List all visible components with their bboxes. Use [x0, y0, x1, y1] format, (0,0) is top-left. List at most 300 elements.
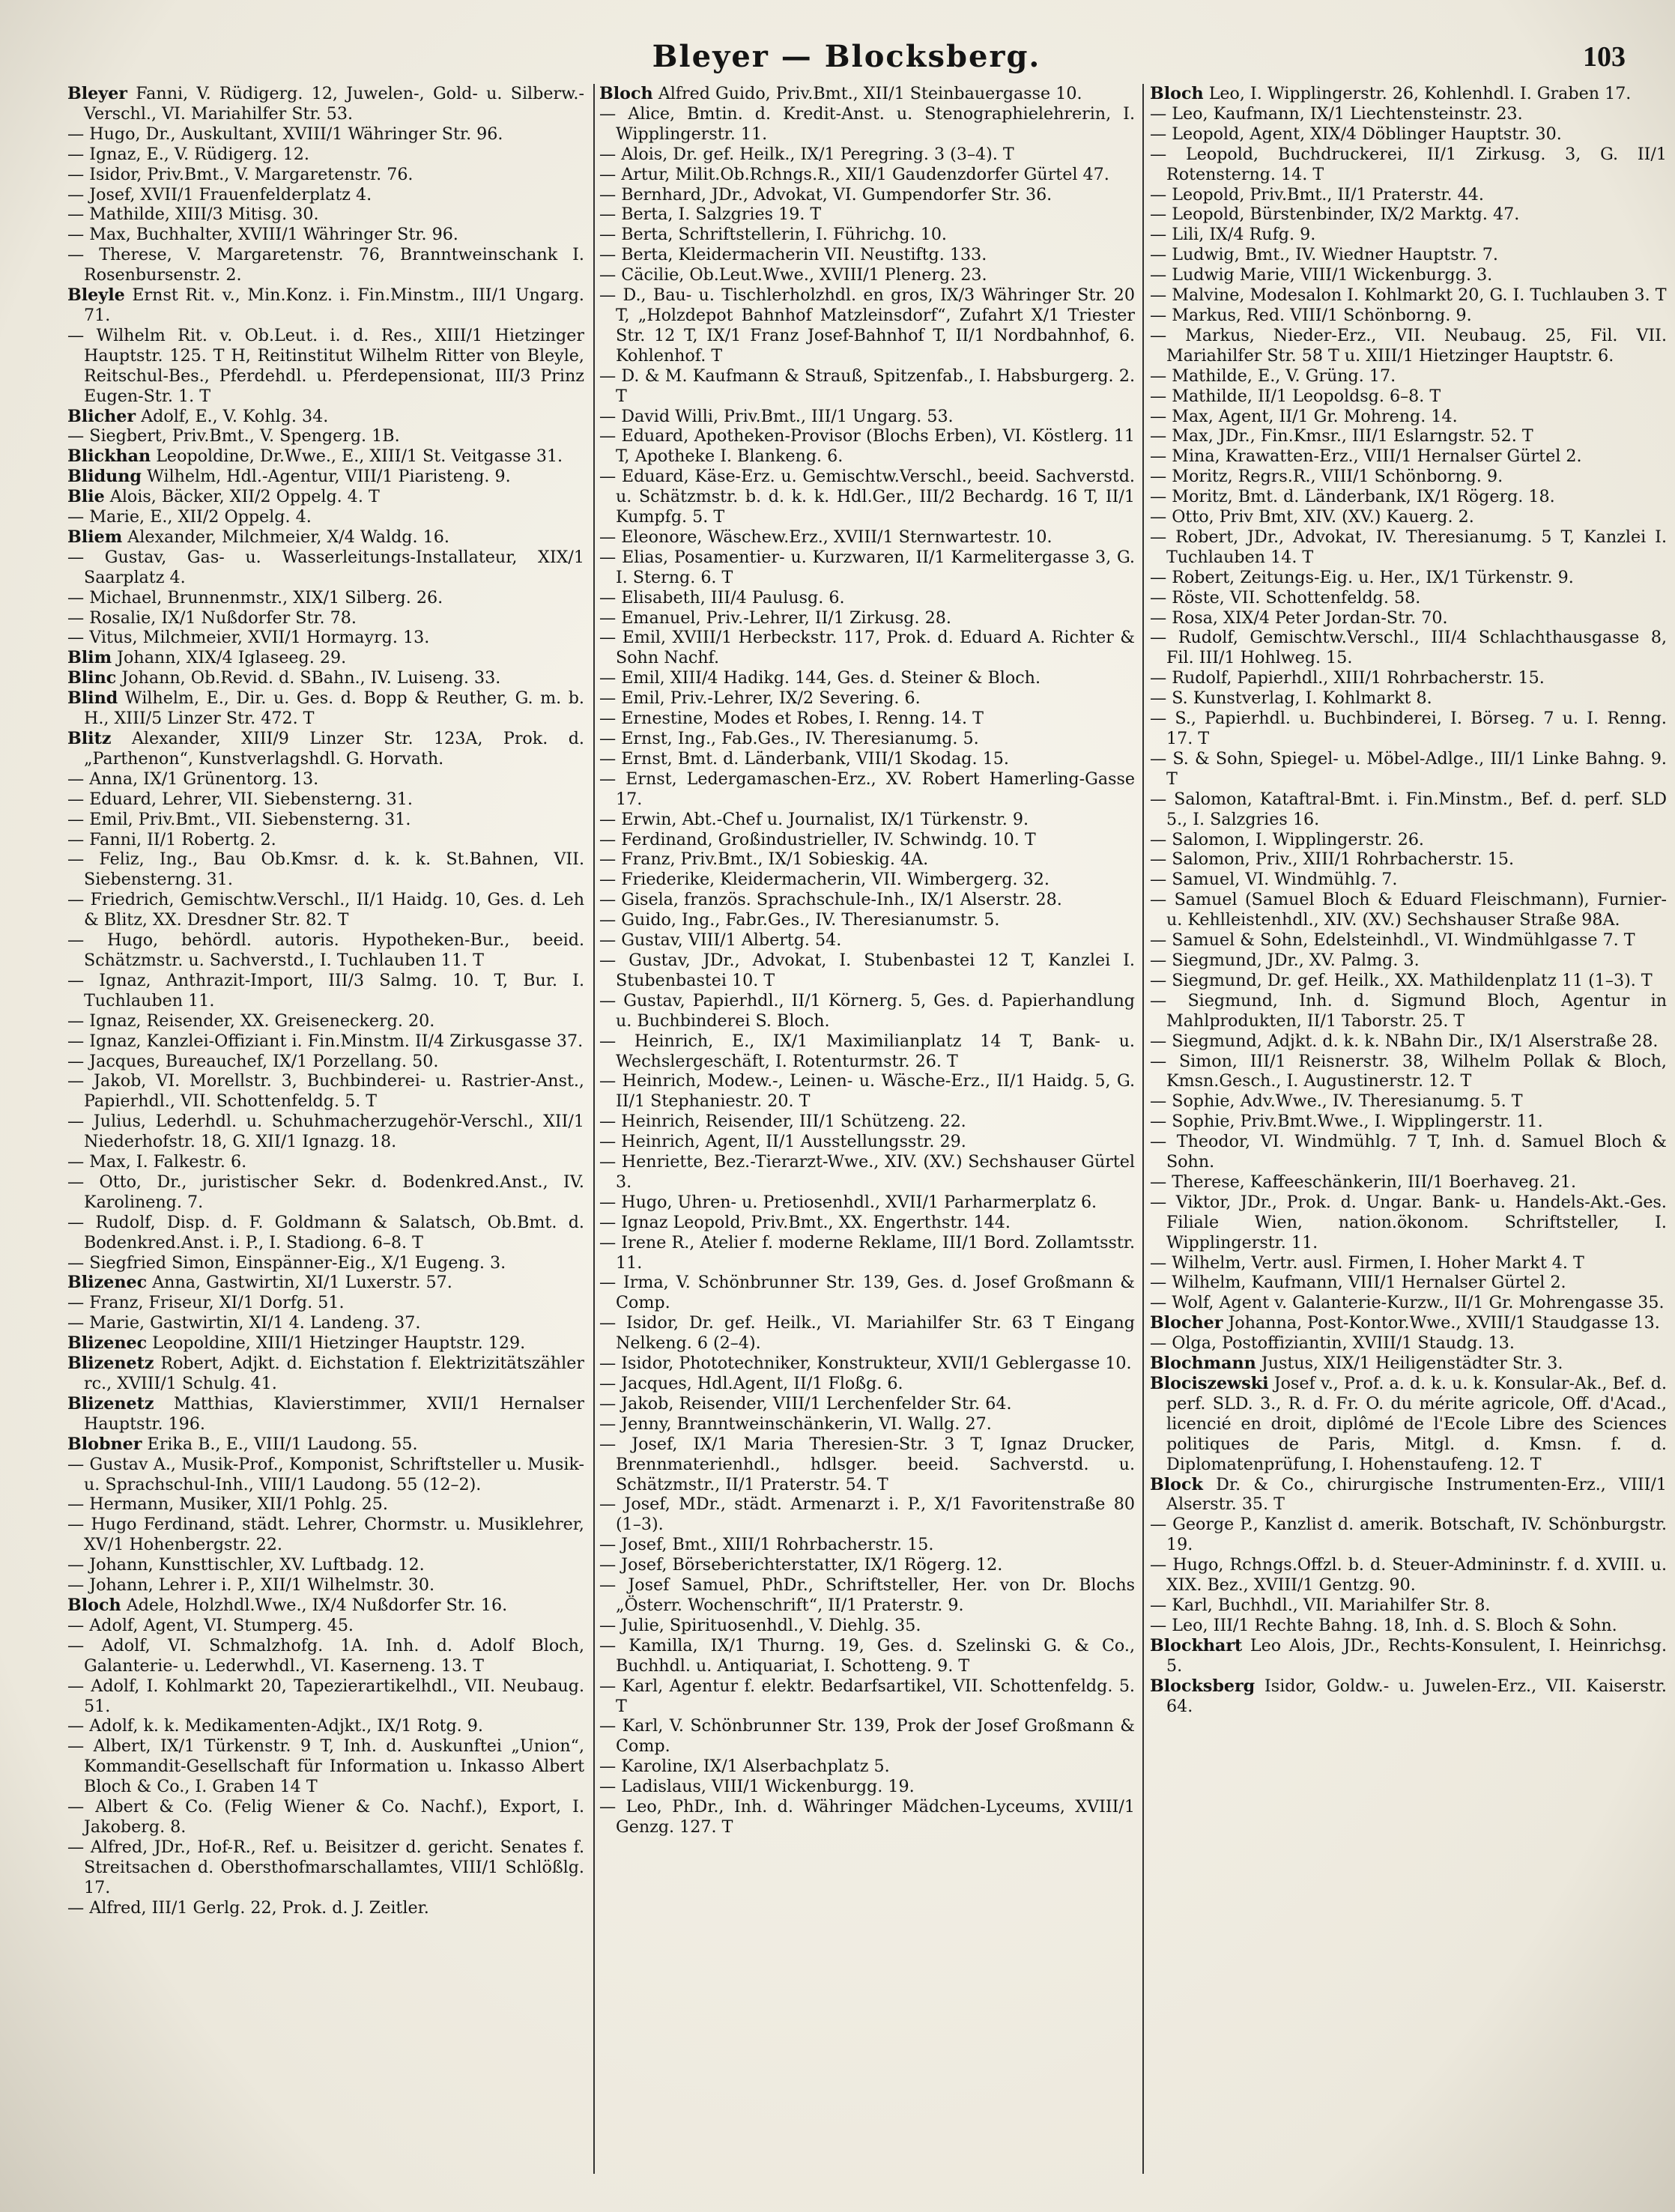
entry-text: — Adolf, k. k. Medikamenten-Adjkt., IX/1 Rotg. 9. [67, 1716, 483, 1736]
directory-entry [599, 1193, 1135, 1213]
entry-text: — Josef Samuel, PhDr., Schriftsteller, Her. von Dr. Blochs „Österr. Wochenschrift“, II/1 Praterstr. 9. [599, 1575, 1135, 1615]
entry-text: — Berta, Kleidermacherin VII. Neustiftg. 133. [599, 245, 987, 265]
entry-text: — Leopold, Agent, XIX/4 Döblinger Hauptstr. 30. [1150, 124, 1562, 144]
directory-entry [599, 709, 1135, 729]
entry-text: Alfred Guido, Priv.Bmt., XII/1 Steinbauergasse 10. [658, 84, 1082, 103]
directory-entry [599, 1313, 1135, 1354]
entry-text: — Wilhelm Rit. v. Ob.Leut. i. d. Res., XIII/1 Hietzinger Hauptstr. 125. T H, Reitinstitut Wilhelm Ritter von Bleyle, Reitschul-Bes., Pferdehdl. u. Pferdepensionat, III/3 Prinz Eugen-Str. 1. T [67, 325, 584, 406]
directory-entry [1150, 930, 1667, 951]
directory-entry [67, 1112, 584, 1152]
directory-entry [1150, 971, 1667, 991]
entry-text: — Adolf, VI. Schmalzhofg. 1A. Inh. d. Adolf Bloch, Galanterie- u. Lederwhdl., VI. Kaserneng. 13. T [67, 1635, 584, 1676]
directory-entry [67, 588, 584, 608]
directory-entry [67, 810, 584, 830]
entry-text: — Max, Buchhalter, XVIII/1 Währinger Str. 96. [67, 225, 458, 245]
entry-text: Robert, Adjkt. d. Eichstation f. Elektrizitätszähler rc., XVIII/1 Schulg. 41. [84, 1354, 584, 1393]
entry-text: Justus, XIX/1 Heiligenstädter Str. 3. [1261, 1354, 1563, 1374]
directory-entry [67, 326, 584, 407]
entry-text: Anna, Gastwirtin, XI/1 Luxerstr. 57. [152, 1273, 452, 1293]
entry-text: — Berta, Schriftstellerin, I. Führichg. 10. [599, 225, 947, 245]
directory-entry [599, 749, 1135, 769]
entry-text: — Moritz, Regrs.R., VIII/1 Schönborng. 9. [1150, 467, 1503, 487]
directory-entry [1150, 306, 1667, 326]
directory-entry [67, 1293, 584, 1313]
directory-entry [1150, 1112, 1667, 1132]
directory-entry [599, 285, 1135, 366]
entry-text: — Sophie, Adv.Wwe., IV. Theresianumg. 5. T [1150, 1091, 1523, 1112]
entry-text: — Jacques, Hdl.Agent, II/1 Floßg. 6. [599, 1374, 903, 1393]
entry-text: — Ernestine, Modes et Robes, I. Renng. 14. T [599, 709, 984, 729]
entry-text: — Hugo Ferdinand, städt. Lehrer, Chormstr. u. Musiklehrer, XV/1 Hohenbergstr. 22. [67, 1515, 584, 1555]
entry-text: — Ignaz, Anthrazit-Import, III/3 Salmg. 10. T, Bur. I. Tuchlauben 11. [67, 970, 584, 1010]
entry-text: Leo Alois, JDr., Rechts-Konsulent, I. Heinrichsg. 5. [1166, 1635, 1667, 1676]
directory-entry [1150, 1333, 1667, 1354]
directory-entry [599, 830, 1135, 850]
directory-entry [67, 849, 584, 890]
entry-surname: Blizenetz [67, 1393, 154, 1413]
directory-entry [67, 527, 584, 548]
entry-text: — Mina, Krawatten-Erz., VIII/1 Hernalser Gürtel 2. [1150, 446, 1582, 467]
entry-text: — Heinrich, Reisender, III/1 Schützeng. 22. [599, 1112, 966, 1132]
entry-text: — Salomon, I. Wipplingerstr. 26. [1150, 829, 1424, 849]
directory-entry [67, 165, 584, 185]
entry-text: — Rosa, XIX/4 Peter Jordan-Str. 70. [1150, 607, 1448, 628]
directory-entry [67, 204, 584, 225]
directory-entry [67, 467, 584, 487]
entry-text: — Hugo, Dr., Auskultant, XVIII/1 Währinger Str. 96. [67, 124, 503, 144]
entry-text: — Bernhard, JDr., Advokat, VI. Gumpendorfer Str. 36. [599, 184, 1052, 204]
directory-entry [1150, 426, 1667, 446]
entry-text: — Mathilde, II/1 Leopoldsg. 6–8. T [1150, 386, 1441, 406]
directory-entry [1150, 185, 1667, 205]
entry-text: — Hugo, behördl. autoris. Hypotheken-Bur., beeid. Schätzmstr. u. Sachverstd., I. Tuchlauben 11. T [67, 930, 584, 970]
directory-entry [67, 245, 584, 285]
entry-text: — Wilhelm, Vertr. ausl. Firmen, I. Hoher Markt 4. T [1150, 1252, 1584, 1273]
entry-text: — Heinrich, E., IX/1 Maximilianplatz 14 T, Bank- u. Wechslergeschäft, I. Rotenturmstr. 26. T [599, 1031, 1135, 1071]
directory-entry [1150, 1515, 1667, 1555]
entry-surname: Blie [67, 487, 105, 507]
directory-entry [67, 1676, 584, 1717]
entry-text: Adele, Holzhdl.Wwe., IX/4 Nußdorfer Str. 16. [126, 1595, 508, 1615]
entry-text: — S. & Sohn, Spiegel- u. Möbel-Adlge., III/1 Linke Bahng. 9. T [1150, 748, 1667, 789]
directory-column-1 [67, 84, 584, 2181]
entry-text: — Alice, Bmtin. d. Kredit-Anst. u. Stenographielehrerin, I. Wipplingerstr. 11. [599, 103, 1135, 144]
entry-surname: Blizenetz [67, 1354, 154, 1374]
directory-entry [599, 1575, 1135, 1616]
entry-text: — Mathilde, E., V. Grüng. 17. [1150, 366, 1396, 386]
entry-text: — Friederike, Kleidermacherin, VII. Wimbergerg. 32. [599, 870, 1049, 890]
directory-entry [599, 527, 1135, 548]
entry-text: — Ignaz, Reisender, XX. Greiseneckerg. 20. [67, 1010, 435, 1031]
directory-entry [1150, 225, 1667, 245]
directory-entry [599, 588, 1135, 608]
directory-entry [67, 729, 584, 769]
directory-entry [1150, 790, 1667, 830]
directory-entry [599, 225, 1135, 245]
directory-entry [67, 185, 584, 205]
directory-entry [1150, 588, 1667, 608]
directory-entry [599, 1555, 1135, 1575]
directory-entry [599, 991, 1135, 1031]
directory-entry [67, 1455, 584, 1495]
entry-text: — Karoline, IX/1 Alserbachplatz 5. [599, 1757, 890, 1777]
directory-entry [599, 265, 1135, 285]
entry-text: — Max, Agent, II/1 Gr. Mohreng. 14. [1150, 406, 1458, 426]
entry-text: — Alois, Dr. gef. Heilk., IX/1 Peregring. 3 (3–4). T [599, 144, 1014, 164]
directory-entry [1150, 446, 1667, 467]
directory-entry [599, 185, 1135, 205]
directory-entry [67, 1898, 584, 1918]
entry-text: — Otto, Priv Bmt, XIV. (XV.) Kauerg. 2. [1150, 507, 1474, 527]
entry-text: — Ferdinand, Großindustrieller, IV. Schwindg. 10. T [599, 829, 1036, 849]
entry-surname: Blim [67, 648, 112, 668]
entry-text: — Rosalie, IX/1 Nußdorfer Str. 78. [67, 607, 357, 628]
entry-surname: Blicher [67, 406, 136, 426]
entry-text: — Anna, IX/1 Grünentorg. 13. [67, 769, 319, 789]
directory-entry [67, 1052, 584, 1072]
entry-text: — Max, JDr., Fin.Kmsr., III/1 Eslarngstr. 52. T [1150, 426, 1533, 446]
directory-entry [599, 1757, 1135, 1777]
directory-entry [67, 446, 584, 467]
directory-entry [1150, 568, 1667, 588]
entry-text: — Ludwig Marie, VIII/1 Wickenburgg. 3. [1150, 265, 1493, 285]
directory-entry [599, 810, 1135, 830]
entry-text: — Ernst, Bmt. d. Länderbank, VIII/1 Skodag. 15. [599, 748, 1009, 769]
entry-text: — Artur, Milit.Ob.Rchngs.R., XII/1 Gaudenzdorfer Gürtel 47. [599, 164, 1109, 184]
directory-entry [1150, 487, 1667, 507]
directory-entry [1150, 749, 1667, 790]
entry-text: Fanni, V. Rüdigerg. 12, Juwelen-, Gold- u. Silberw.-Verschl., VI. Mariahilfer Str. 53. [84, 84, 584, 124]
entry-text: — Ignaz, E., V. Rüdigerg. 12. [67, 144, 309, 164]
entry-text: — Michael, Brunnenmstr., XIX/1 Silberg. 26. [67, 587, 443, 607]
entry-surname: Bleyle [67, 285, 125, 306]
entry-text: — S., Papierhdl. u. Buchbinderei, I. Börseg. 7 u. I. Renng. 17. T [1150, 709, 1667, 748]
entry-surname: Blickhan [67, 446, 151, 467]
directory-entry [67, 1616, 584, 1636]
directory-entry [1150, 991, 1667, 1031]
entry-text: — Wilhelm, Kaufmann, VIII/1 Hernalser Gürtel 2. [1150, 1273, 1566, 1293]
directory-entry [67, 1716, 584, 1736]
directory-entry [1150, 387, 1667, 407]
entry-text: — Gustav, JDr., Advokat, I. Stubenbastei 12 T, Kanzlei I. Stubenbastei 10. T [599, 950, 1135, 990]
entry-text: — Leopold, Priv.Bmt., II/1 Praterstr. 44. [1150, 184, 1484, 204]
directory-entry [1150, 1636, 1667, 1676]
directory-entry [1150, 245, 1667, 265]
entry-text: Dr. & Co., chirurgische Instrumenten-Erz., VIII/1 Alserstr. 35. T [1166, 1474, 1667, 1515]
entry-text: — Marie, Gastwirtin, XI/1 4. Landeng. 37. [67, 1313, 421, 1333]
directory-entry [67, 971, 584, 1011]
directory-entry [1150, 1091, 1667, 1112]
directory-entry [599, 1414, 1135, 1434]
entry-text: — Josef, Bmt., XIII/1 Rohrbacherstr. 15. [599, 1535, 934, 1555]
directory-entry [599, 145, 1135, 165]
directory-entry [599, 849, 1135, 870]
directory-entry [67, 145, 584, 165]
entry-text: — Samuel & Sohn, Edelsteinhdl., VI. Windmühlgasse 7. T [1150, 930, 1635, 951]
directory-entry [1150, 124, 1667, 145]
entry-surname: Blockhart [1150, 1635, 1243, 1655]
directory-entry [599, 688, 1135, 709]
directory-entry [599, 407, 1135, 427]
entry-text: — Samuel, VI. Windmühlg. 7. [1150, 870, 1398, 890]
directory-entry [599, 1797, 1135, 1837]
entry-text: — Hugo, Rchngs.Offzl. b. d. Steuer-Admininstr. f. d. XVIII. u. XIX. Bez., XVIII/1 Gentzg. 90. [1150, 1555, 1667, 1596]
directory-entry [599, 1494, 1135, 1535]
entry-text: Erika B., E., VIII/1 Laudong. 55. [147, 1434, 418, 1454]
directory-entry [67, 668, 584, 688]
entry-text: — Alfred, III/1 Gerlg. 22, Prok. d. J. Zeitler. [67, 1897, 429, 1918]
entry-text: Wilhelm, E., Dir. u. Ges. d. Bopp & Reuther, G. m. b. H., XIII/5 Linzer Str. 472. T [84, 688, 584, 729]
directory-entry [67, 1333, 584, 1354]
directory-entry [67, 84, 584, 124]
entry-text: — Rudolf, Gemischtw.Verschl., III/4 Schlachthausgasse 8, Fil. III/1 Hohlweg. 15. [1150, 628, 1667, 668]
entry-text: — Markus, Red. VIII/1 Schönborng. 9. [1150, 305, 1472, 325]
directory-entry [1150, 1273, 1667, 1293]
entry-text: — Erwin, Abt.-Chef u. Journalist, IX/1 Türkenstr. 9. [599, 809, 1029, 829]
entry-text: — Gisela, französ. Sprachschule-Inh., IX/1 Alserstr. 28. [599, 890, 1062, 910]
directory-entry [1150, 608, 1667, 628]
entry-surname: Bliem [67, 527, 123, 547]
directory-entry [67, 1596, 584, 1616]
entry-text: — Mathilde, XIII/3 Mitisg. 30. [67, 204, 319, 225]
entry-text: — Therese, V. Margaretenstr. 76, Branntweinschank I. Rosenbursenstr. 2. [67, 245, 584, 285]
entry-text: — Isidor, Phototechniker, Konstrukteur, XVII/1 Geblergasse 10. [599, 1354, 1132, 1374]
directory-entry [1150, 1475, 1667, 1515]
entry-text: — Ludwig, Bmt., IV. Wiedner Hauptstr. 7. [1150, 245, 1498, 265]
directory-entry [599, 1616, 1135, 1636]
entry-text: — Salomon, Priv., XIII/1 Rohrbacherstr. 15. [1150, 849, 1515, 870]
entry-text: — Otto, Dr., juristischer Sekr. d. Bodenkred.Anst., IV. Karolineng. 7. [67, 1172, 584, 1212]
directory-entry [1150, 326, 1667, 366]
directory-entry [1150, 204, 1667, 225]
directory-entry [67, 1736, 584, 1797]
directory-entry [67, 1394, 584, 1434]
entry-text: — Irma, V. Schönbrunner Str. 139, Ges. d. Josef Großmann & Comp. [599, 1273, 1135, 1313]
entry-text: Josef v., Prof. a. d. k. u. k. Konsular-Ak., Bef. d. perf. SLD. 3., R. d. Fr. O. du mérite agricole, Off. d'Acad., licencié en droit, diplômé de l'Ecole Libre des Sciences politiques de Paris, Mitgl. d. Kmsn. f. d. Diplomatenprüfung, I. Hohenstaufeng. 12. T [1166, 1374, 1667, 1474]
entry-surname: Bleyer [67, 84, 127, 103]
entry-text: Alexander, Milchmeier, X/4 Waldg. 16. [127, 527, 449, 547]
entry-text: — Eduard, Lehrer, VII. Siebensterng. 31. [67, 789, 413, 809]
directory-entry [599, 104, 1135, 145]
directory-entry [1150, 1052, 1667, 1092]
entry-text: — Emil, Priv.Bmt., VII. Siebensterng. 31. [67, 809, 411, 829]
entry-text: — Leo, III/1 Rechte Bahng. 18, Inh. d. S. Bloch & Sohn. [1150, 1615, 1617, 1635]
entry-text: — Gustav A., Musik-Prof., Komponist, Schriftsteller u. Musik- u. Sprachschul-Inh., VIII/1 Laudong. 55 (12–2). [67, 1454, 584, 1494]
entry-text: Leopoldine, Dr.Wwe., E., XIII/1 St. Veitgasse 31. [156, 446, 563, 467]
directory-entry [599, 1636, 1135, 1676]
entry-text: — Isidor, Dr. gef. Heilk., VI. Mariahilfer Str. 63 T Eingang Nelkeng. 6 (2–4). [599, 1313, 1135, 1354]
directory-entry [1150, 1616, 1667, 1636]
entry-text: Alois, Bäcker, XII/2 Oppelg. 4. T [109, 487, 380, 507]
directory-entry [67, 890, 584, 930]
directory-entry [67, 1797, 584, 1837]
directory-column-2 [599, 84, 1135, 2181]
entry-text: — Gustav, Gas- u. Wasserleitungs-Installateur, XIX/1 Saarplatz 4. [67, 547, 584, 587]
entry-text: — Karl, Agentur f. elektr. Bedarfsartikel, VII. Schottenfeldg. 5. T [599, 1676, 1135, 1716]
entry-text: — Malvine, Modesalon I. Kohlmarkt 20, G. I. Tuchlauben 3. T [1150, 285, 1667, 306]
entry-text: — Ignaz, Kanzlei-Offiziant i. Fin.Minstm. II/4 Zirkusgasse 37. [67, 1031, 584, 1051]
directory-entry [67, 124, 584, 145]
directory-entry [1150, 1596, 1667, 1616]
directory-entry [599, 930, 1135, 951]
entry-surname: Blocher [1150, 1313, 1223, 1333]
entry-text: — Feliz, Ing., Bau Ob.Kmsr. d. k. k. St.Bahnen, VII. Siebensterng. 31. [67, 849, 584, 890]
directory-entry [1150, 1193, 1667, 1253]
directory-entry [1150, 366, 1667, 387]
directory-entry [67, 1031, 584, 1052]
directory-entry [67, 1172, 584, 1213]
directory-entry [67, 1515, 584, 1555]
entry-text: — Therese, Kaffeeschänkerin, III/1 Boerhaveg. 21. [1150, 1172, 1577, 1192]
directory-entry [1150, 84, 1667, 104]
entry-text: — Ignaz Leopold, Priv.Bmt., XX. Engerthstr. 144. [599, 1212, 1011, 1232]
directory-entry [1150, 709, 1667, 749]
entry-text: Isidor, Goldw.- u. Juwelen-Erz., VII. Kaiserstr. 64. [1166, 1676, 1667, 1716]
directory-entry [599, 1071, 1135, 1112]
directory-entry [67, 1837, 584, 1898]
directory-entry [1150, 507, 1667, 527]
entry-text: — Johann, Lehrer i. P., XII/1 Wilhelmstr. 30. [67, 1575, 435, 1596]
entry-text: — Josef, MDr., städt. Armenarzt i. P., X/1 Favoritenstraße 80 (1–3). [599, 1494, 1135, 1535]
entry-text: — Salomon, Kataftral-Bmt. i. Fin.Minstm., Bef. d. perf. SLD 5., I. Salzgries 16. [1150, 789, 1667, 829]
entry-text: — Heinrich, Modew.-, Leinen- u. Wäsche-Erz., II/1 Haidg. 5, G. II/1 Stephaniestr. 20. T [599, 1071, 1135, 1112]
entry-text: — Siegmund, JDr., XV. Palmg. 3. [1150, 950, 1420, 970]
directory-entry [67, 628, 584, 648]
directory-entry [599, 204, 1135, 225]
entry-text: — Josef, Börseberichterstatter, IX/1 Rögerg. 12. [599, 1555, 1003, 1575]
directory-entry [1150, 145, 1667, 185]
entry-text: Leo, I. Wipplingerstr. 26, Kohlenhdl. I. Graben 17. [1208, 84, 1632, 103]
directory-entry [1150, 1253, 1667, 1273]
directory-entry [599, 1374, 1135, 1394]
entry-text: — Markus, Nieder-Erz., VII. Neubaug. 25, Fil. VII. Mariahilfer Str. 58 T u. XIII/1 Hietzinger Hauptstr. 6. [1150, 325, 1667, 366]
directory-entry [599, 729, 1135, 749]
directory-entry [599, 890, 1135, 910]
running-title: Bleyer — Blocksberg. [652, 39, 1041, 74]
directory-entry [599, 951, 1135, 991]
entry-text: — Rudolf, Disp. d. F. Goldmann & Salatsch, Ob.Bmt. d. Bodenkred.Anst. i. P., I. Stadiong. 6–8. T [67, 1212, 584, 1252]
directory-entry [67, 1213, 584, 1253]
directory-entry [67, 930, 584, 971]
entry-text: — Robert, JDr., Advokat, IV. Theresianumg. 5 T, Kanzlei I. Tuchlauben 14. T [1150, 527, 1667, 567]
entry-text: — Albert & Co. (Felig Wiener & Co. Nachf.), Export, I. Jakoberg. 8. [67, 1797, 584, 1837]
directory-entry [599, 426, 1135, 467]
entry-text: — Wolf, Agent v. Galanterie-Kurzw., II/1 Gr. Mohrengasse 35. [1150, 1293, 1665, 1313]
entry-surname: Bloch [599, 84, 653, 103]
directory-column-3 [1150, 84, 1667, 2181]
entry-text: — Alfred, JDr., Hof-R., Ref. u. Beisitzer d. gericht. Senates f. Streitsachen d. Obersthofmarschallamtes, VIII/1 Schlößlg. 17. [67, 1837, 584, 1897]
directory-entry [599, 245, 1135, 265]
entry-surname: Blidung [67, 467, 142, 487]
entry-text: Wilhelm, Hdl.-Agentur, VIII/1 Piaristeng. 9. [146, 467, 511, 487]
directory-entry [599, 84, 1135, 104]
entry-surname: Bloch [67, 1595, 121, 1615]
entry-text: Adolf, E., V. Kohlg. 34. [141, 406, 329, 426]
entry-text: Ernst Rit. v., Min.Konz. i. Fin.Minstm., III/1 Ungarg. 71. [84, 285, 584, 325]
directory-entry [1150, 285, 1667, 306]
directory-entry [1150, 830, 1667, 850]
entry-text: — Julie, Spirituosenhdl., V. Diehlg. 35. [599, 1615, 921, 1635]
directory-entry [599, 1354, 1135, 1374]
directory-entry [599, 1716, 1135, 1757]
directory-entry [599, 910, 1135, 930]
entry-text: — Guido, Ing., Fabr.Ges., IV. Theresianumstr. 5. [599, 910, 1000, 930]
entry-text: — Siegbert, Priv.Bmt., V. Spengerg. 1B. [67, 426, 400, 446]
entry-text: — Emanuel, Priv.-Lehrer, II/1 Zirkusg. 28. [599, 607, 951, 628]
directory-entry [599, 1394, 1135, 1414]
entry-text: — D., Bau- u. Tischlerholzhdl. en gros, IX/3 Währinger Str. 20 T, „Holzdepot Bahnhof Matzleinsdorf“, Zufahrt X/1 Triester Str. 12 T, IX/1 Franz Josef-Bahnhof T, II/1 Nordbahnhof, 6. Kohlenhof. T [599, 285, 1135, 366]
entry-text: Alexander, XIII/9 Linzer Str. 123A, Prok. d. „Parthenon“, Kunstverlagshdl. G. Horvath. [84, 729, 584, 769]
directory-entry [1150, 1132, 1667, 1172]
entry-text: — Albert, IX/1 Türkenstr. 9 T, Inh. d. Auskunftei „Union“, Kommandit-Gesellschaft für Information u. Inkasso Albert Bloch & Co., I. Graben 14 T [67, 1736, 584, 1797]
entry-text: — Leopold, Buchdruckerei, II/1 Zirkusg. 3, G. II/1 Rotensterng. 14. T [1150, 144, 1667, 184]
entry-surname: Blocksberg [1150, 1676, 1256, 1696]
entry-text: — David Willi, Priv.Bmt., III/1 Ungarg. 53. [599, 406, 954, 426]
entry-text: — Karl, Buchhdl., VII. Mariahilfer Str. 8. [1150, 1595, 1491, 1615]
directory-entry [67, 688, 584, 729]
entry-text: Johann, XIX/4 Iglaseeg. 29. [117, 648, 347, 668]
entry-text: — Lili, IX/4 Rufg. 9. [1150, 225, 1316, 245]
page-number: 103 [1583, 41, 1626, 73]
directory-entry [599, 1112, 1135, 1132]
entry-text: — Moritz, Bmt. d. Länderbank, IX/1 Rögerg. 18. [1150, 487, 1555, 507]
entry-text: — Isidor, Priv.Bmt., V. Margaretenstr. 76. [67, 164, 414, 184]
entry-text: — Cäcilie, Ob.Leut.Wwe., XVIII/1 Plenerg. 23. [599, 265, 987, 285]
entry-text: — Leo, PhDr., Inh. d. Währinger Mädchen-Lyceums, XVIII/1 Genzg. 127. T [599, 1797, 1135, 1837]
directory-entry [67, 1152, 584, 1172]
directory-entry [67, 1313, 584, 1333]
directory-entry [1150, 849, 1667, 870]
entry-text: — Vitus, Milchmeier, XVII/1 Hormayrg. 13. [67, 628, 430, 648]
directory-entry [1150, 688, 1667, 709]
entry-text: — Elisabeth, III/4 Paulusg. 6. [599, 587, 845, 607]
entry-text: — Siegmund, Inh. d. Sigmund Bloch, Agentur in Mahlprodukten, II/1 Taborstr. 25. T [1150, 990, 1667, 1031]
entry-text: — Gustav, Papierhdl., II/1 Körnerg. 5, Ges. d. Papierhandlung u. Buchbinderei S. Bloch. [599, 990, 1135, 1031]
entry-text: — Siegmund, Dr. gef. Heilk., XX. Mathildenplatz 11 (1–3). T [1150, 970, 1653, 990]
entry-text: — Fanni, II/1 Robertg. 2. [67, 829, 276, 849]
directory-entry [67, 548, 584, 588]
directory-entry [67, 1494, 584, 1515]
entry-text: — Marie, E., XII/2 Oppelg. 4. [67, 507, 312, 527]
entry-text: — Julius, Lederhdl. u. Schuhmacherzugehör-Verschl., XII/1 Niederhofstr. 18, G. XII/1 Ignazg. 18. [67, 1112, 584, 1152]
entry-text: — Samuel (Samuel Bloch & Eduard Fleischmann), Furnier- u. Kehlleistenhdl., XIV. (XV.) Sechshauser Straße 98A. [1150, 890, 1667, 930]
directory-entry [599, 668, 1135, 688]
entry-text: — Franz, Priv.Bmt., IX/1 Sobieskig. 4A. [599, 849, 929, 870]
entry-surname: Blociszewski [1150, 1374, 1269, 1393]
directory-entry [1150, 1374, 1667, 1475]
entry-text: — Eduard, Käse-Erz. u. Gemischtw.Verschl., beeid. Sachverstd. u. Schätzmstr. b. d. k. k. Hdl.Ger., III/2 Bechardg. 16 T, II/1 Kumpfg. 5. T [599, 467, 1135, 527]
entry-text: — Leopold, Bürstenbinder, IX/2 Marktg. 47. [1150, 204, 1520, 225]
entry-surname: Blizenec [67, 1333, 148, 1354]
entry-text: — S. Kunstverlag, I. Kohlmarkt 8. [1150, 688, 1432, 709]
entry-text: — Karl, V. Schönbrunner Str. 139, Prok der Josef Großmann & Comp. [599, 1716, 1135, 1757]
entry-text: — Josef, IX/1 Maria Theresien-Str. 3 T, Ignaz Drucker, Brennmaterienhdl., hdlsger. beeid. Sachverstd. u. Schätzmstr., II/1 Praterstr. 54. T [599, 1434, 1135, 1494]
entry-text: Johanna, Post-Kontor.Wwe., XVIII/1 Staudgasse 13. [1228, 1313, 1660, 1333]
directory-entry [599, 366, 1135, 407]
entry-text: — Jakob, Reisender, VIII/1 Lerchenfelder Str. 64. [599, 1393, 1012, 1413]
directory-entry [67, 1555, 584, 1575]
directory-entry [67, 1253, 584, 1273]
directory-entry [1150, 467, 1667, 487]
directory-entry [599, 1273, 1135, 1313]
entry-text: — Ladislaus, VIII/1 Wickenburgg. 19. [599, 1777, 915, 1797]
directory-entry [599, 1152, 1135, 1193]
entry-text: — Viktor, JDr., Prok. d. Ungar. Bank- u. Handels-Akt.-Ges. Filiale Wien, nation.ökonom. Schriftsteller, I. Wipplingerstr. 11. [1150, 1192, 1667, 1252]
directory-entry [67, 1011, 584, 1031]
entry-text: — Jacques, Bureauchef, IX/1 Porzellang. 50. [67, 1051, 439, 1071]
entry-text: — Emil, Priv.-Lehrer, IX/2 Severing. 6. [599, 688, 921, 709]
entry-text: — Rudolf, Papierhdl., XIII/1 Rohrbacherstr. 15. [1150, 668, 1545, 688]
